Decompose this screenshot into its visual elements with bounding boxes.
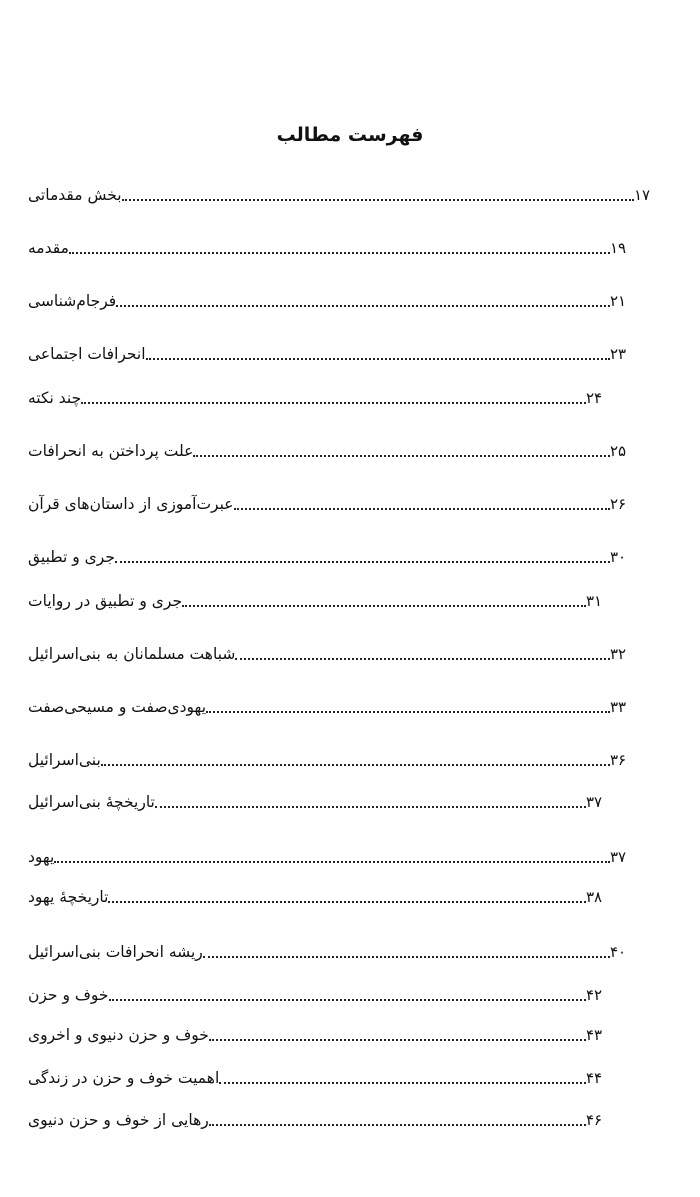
toc-leader-dots	[209, 1038, 586, 1041]
toc-entry	[24, 639, 640, 665]
toc-entry-page: ۳۱	[586, 592, 603, 610]
toc-title: فهرست مطالب	[276, 124, 424, 146]
toc-entry-label: تاریخچۀ بنی‌اسرائیل	[28, 793, 155, 811]
toc-entry	[24, 586, 616, 612]
toc-entry-label: عبرت‌آموزی از داستان‌های قرآن	[28, 495, 234, 513]
toc-entry-page: ۲۴	[586, 389, 603, 407]
toc-entry	[24, 489, 640, 515]
toc-entry-page: ۳۲	[610, 645, 627, 663]
toc-entry-label: یهودی‌صفت و مسیحی‌صفت	[28, 698, 207, 716]
toc-entry	[24, 692, 640, 718]
toc-entry-label: جری و تطبیق	[28, 548, 115, 566]
toc-entry-page: ۲۵	[610, 442, 627, 460]
toc-entry	[24, 1020, 616, 1046]
toc-leader-dots	[155, 805, 586, 808]
toc-entry-page: ۴۴	[586, 1069, 603, 1087]
toc-leader-dots	[109, 998, 586, 1001]
toc-entry-label: فرجام‌شناسی	[28, 292, 117, 310]
toc-entry-page: ۳۶	[610, 751, 627, 769]
toc-leader-dots	[206, 710, 610, 713]
toc-entry-page: ۲۶	[610, 495, 627, 513]
toc-entry-label: خوف و حزن دنیوی و اخروی	[28, 1026, 209, 1044]
toc-entry	[24, 937, 640, 963]
toc-entry-label: بنی‌اسرائیل	[28, 751, 101, 769]
toc-entry-page: ۳۰	[610, 548, 627, 566]
toc-leader-dots	[108, 900, 586, 903]
toc-entry-page: ۲۳	[610, 345, 627, 363]
toc-leader-dots	[101, 763, 610, 766]
toc-entry-label: خوف و حزن	[28, 986, 109, 1004]
toc-leader-dots	[122, 198, 634, 201]
toc-leader-dots	[54, 860, 610, 863]
toc-entry-label: چند نکته	[28, 389, 82, 407]
toc-leader-dots	[115, 560, 610, 563]
toc-entry-label: مقدمه	[28, 239, 69, 257]
toc-entry-label: رهایی از خوف و حزن دنیوی	[28, 1111, 209, 1129]
toc-entry-label: جری و تطبیق در روایات	[28, 592, 183, 610]
toc-entry	[24, 842, 640, 868]
toc-entry-page: ۴۳	[586, 1026, 603, 1044]
toc-entry-page: ۲۱	[610, 292, 627, 310]
toc-entry-label: ریشه انحرافات بنی‌اسرائیل	[28, 943, 203, 961]
toc-leader-dots	[81, 401, 586, 404]
toc-entry-page: ۱۷	[634, 186, 651, 204]
toc-entry	[24, 383, 616, 409]
toc-entry	[24, 339, 640, 365]
toc-leader-dots	[219, 1081, 586, 1084]
toc-entry	[24, 542, 640, 568]
toc-leader-dots	[235, 657, 610, 660]
toc-entry	[24, 180, 664, 206]
toc-entry	[24, 882, 616, 908]
toc-entry-page: ۳۷	[586, 793, 603, 811]
toc-entry	[24, 1063, 616, 1089]
toc-entry	[24, 233, 640, 259]
toc-entry-page: ۳۳	[610, 698, 627, 716]
toc-entry-label: علت پرداختن به انحرافات	[28, 442, 194, 460]
toc-entry-page: ۱۹	[610, 239, 627, 257]
toc-leader-dots	[193, 454, 610, 457]
toc-leader-dots	[203, 955, 610, 958]
toc-entry	[24, 745, 640, 771]
toc-entry	[24, 286, 640, 312]
toc-leader-dots	[146, 357, 610, 360]
toc-entry	[24, 787, 616, 813]
toc-entry-label: انحرافات اجتماعی	[28, 345, 146, 363]
toc-entry-label: یهود	[28, 848, 55, 866]
toc-entry	[24, 436, 640, 462]
toc-entry-label: بخش مقدماتی	[28, 186, 122, 204]
toc-entry-page: ۴۰	[610, 943, 627, 961]
toc-leader-dots	[209, 1123, 586, 1126]
toc-entry	[24, 980, 616, 1006]
toc-leader-dots	[116, 304, 610, 307]
toc-entry-page: ۳۷	[610, 848, 627, 866]
toc-entry-page: ۳۸	[586, 888, 603, 906]
toc-leader-dots	[69, 251, 610, 254]
toc-entry-page: ۴۶	[586, 1111, 603, 1129]
toc-entry-label: شباهت مسلمانان به بنی‌اسرائیل	[28, 645, 236, 663]
toc-entry	[24, 1105, 616, 1131]
toc-leader-dots	[182, 604, 586, 607]
toc-entry-label: اهمیت خوف و حزن در زندگی	[28, 1069, 220, 1087]
toc-entry-page: ۴۲	[586, 986, 603, 1004]
toc-leader-dots	[234, 507, 610, 510]
toc-entry-label: تاریخچۀ یهود	[28, 888, 109, 906]
